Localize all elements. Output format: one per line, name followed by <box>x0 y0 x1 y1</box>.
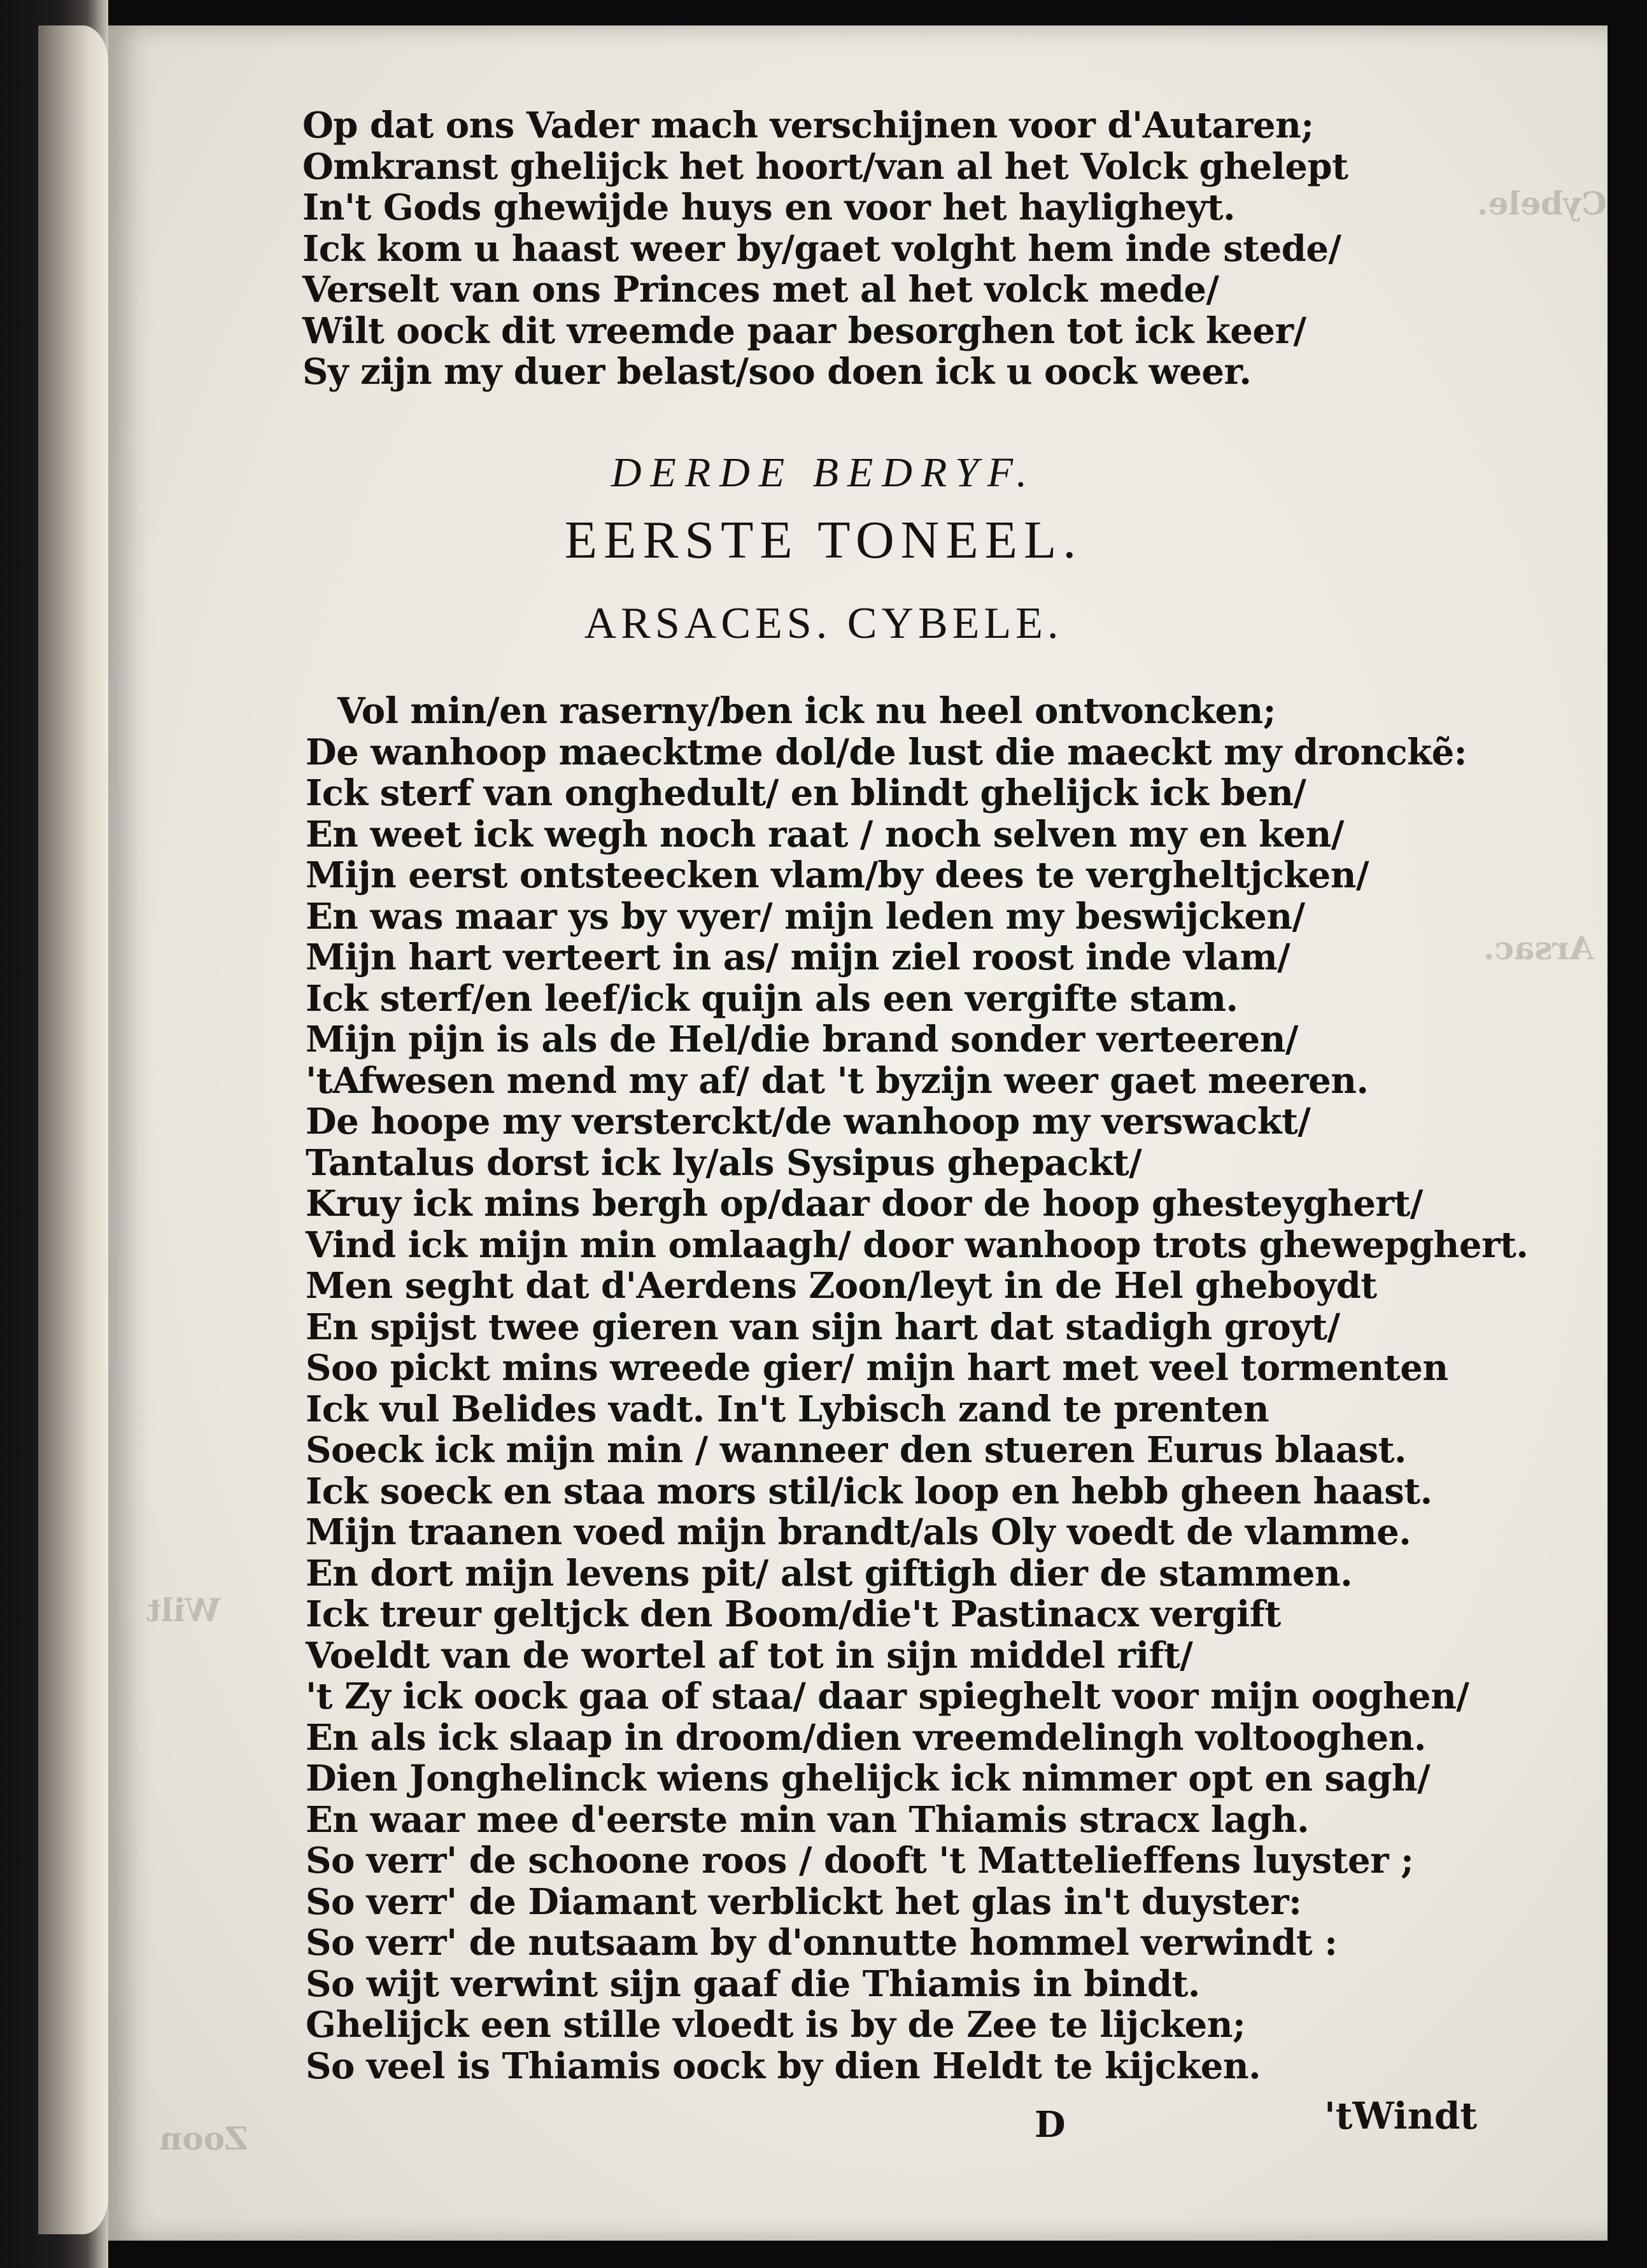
verse-line: 'tAfwesen mend my af/ dat 't byzijn weer gaet meeren. <box>306 1059 1369 1102</box>
verse-line: So wijt verwint sijn gaaf die Thiamis in bindt. <box>306 1962 1200 2005</box>
verse-line: Ick vul Belides vadt. In't Lybisch zand te prenten <box>306 1388 1269 1430</box>
verse-line: Vol min/en raserny/ben ick nu heel ontvoncken; <box>337 690 1276 732</box>
verse-line: Vind ick mijn min omlaagh/ door wanhoop trots ghewepghert. <box>306 1223 1529 1266</box>
show-through-ink: Arsac. <box>1483 929 1594 967</box>
verse-line: Sy zijn my duer belast/soo doen ick u oock weer. <box>302 351 1252 393</box>
verse-line: Voeldt van de wortel af tot in sijn middel rift/ <box>306 1634 1193 1677</box>
verse-line: En dort mijn levens pit/ alst giftigh dier de stammen. <box>306 1552 1353 1595</box>
verse-line: Tantalus dorst ick ly/als Sysipus ghepackt/ <box>306 1141 1142 1184</box>
verse-line: Ick sterf van onghedult/ en blindt ghelijck ick ben/ <box>306 772 1306 814</box>
facing-page-edge <box>38 25 108 2234</box>
verse-line: De wanhoop maecktme dol/de lust die maeckt my dronckẽ: <box>306 731 1467 773</box>
signature-mark: D <box>1035 2104 1066 2146</box>
verse-line: De hoope my versterckt/de wanhoop my verswackt/ <box>306 1101 1311 1143</box>
verse-line: Ick kom u haast weer by/gaet volght hem inde stede/ <box>302 227 1341 270</box>
show-through-ink: Zoon <box>159 2120 248 2157</box>
verse-line: Dien Jonghelinck wiens ghelijck ick nimmer opt en sagh/ <box>306 1757 1431 1800</box>
verse-line: Ick sterf/en leef/ick quijn als een vergifte stam. <box>306 977 1238 1020</box>
act-heading: DERDE BEDRYF. <box>611 449 1036 496</box>
verse-line: Omkranst ghelijck het hoort/van al het Volck ghelept <box>302 145 1348 188</box>
verse-line: Soo pickt mins wreede gier/ mijn hart met veel tormenten <box>306 1347 1448 1389</box>
verse-line: So verr' de Diamant verblickt het glas in't duyster: <box>306 1880 1302 1923</box>
verse-line: Mijn pijn is als de Hel/die brand sonder verteeren/ <box>306 1018 1298 1060</box>
main-verse-block <box>306 690 1529 2087</box>
catchword: 'tWindt <box>1324 2094 1478 2138</box>
verse-line: Ick treur geltjck den Boom/die't Pastinacx vergift <box>306 1593 1281 1635</box>
verse-line: 't Zy ick oock gaa of staa/ daar spieghelt voor mijn ooghen/ <box>306 1675 1469 1717</box>
verse-line: En weet ick wegh noch raat / noch selven my en ken/ <box>306 813 1344 856</box>
verse-line: Ick soeck en staa mors stil/ick loop en hebb gheen haast. <box>306 1470 1432 1512</box>
top-verse-block <box>302 105 1512 393</box>
verse-line: In't Gods ghewijde huys en voor het hayligheyt. <box>302 187 1236 229</box>
show-through-ink: Cybele. <box>1477 185 1607 222</box>
verse-line: Mijn traanen voed mijn brandt/als Oly voedt de vlamme. <box>306 1511 1411 1553</box>
verse-line: Wilt oock dit vreemde paar besorghen tot ick keer/ <box>302 309 1306 352</box>
verse-line: En spijst twee gieren van sijn hart dat stadigh groyt/ <box>306 1306 1340 1348</box>
show-through-ink: Wilt <box>146 1591 221 1629</box>
verse-line: So verr' de schoone roos / dooft 't Mattelieffens luyster ; <box>306 1840 1414 1882</box>
scene-heading: EERSTE TONEEL. <box>564 511 1083 570</box>
verse-line: Mijn eerst ontsteecken vlam/by dees te vergheltjcken/ <box>306 854 1369 896</box>
verse-line: Soeck ick mijn min / wanneer den stueren Eurus blaast. <box>306 1429 1406 1471</box>
verse-line: Kruy ick mins bergh op/daar door de hoop ghesteyghert/ <box>306 1183 1423 1225</box>
verse-line: Men seght dat d'Aerdens Zoon/leyt in de Hel gheboydt <box>306 1265 1377 1307</box>
verse-line: En waar mee d'eerste min van Thiamis stracx lagh. <box>306 1798 1310 1841</box>
verse-line: Mijn hart verteert in as/ mijn ziel roost inde vlam/ <box>306 936 1290 978</box>
verse-line: En was maar ys by vyer/ mijn leden my beswijcken/ <box>306 895 1305 938</box>
verse-line: So verr' de nutsaam by d'onnutte hommel verwindt : <box>306 1922 1338 1964</box>
verse-line: So veel is Thiamis oock by dien Heldt te kijcken. <box>306 2045 1261 2087</box>
verse-line: En als ick slaap in droom/dien vreemdelingh voltooghen. <box>306 1716 1426 1759</box>
verse-line: Verselt van ons Princes met al het volck mede/ <box>302 269 1219 311</box>
dramatis-personae-heading: ARSACES. CYBELE. <box>584 599 1063 648</box>
verse-line: Ghelijck een stille vloedt is by de Zee te lijcken; <box>306 2004 1246 2046</box>
verse-line: Op dat ons Vader mach verschijnen voor d'Autaren; <box>302 104 1314 146</box>
